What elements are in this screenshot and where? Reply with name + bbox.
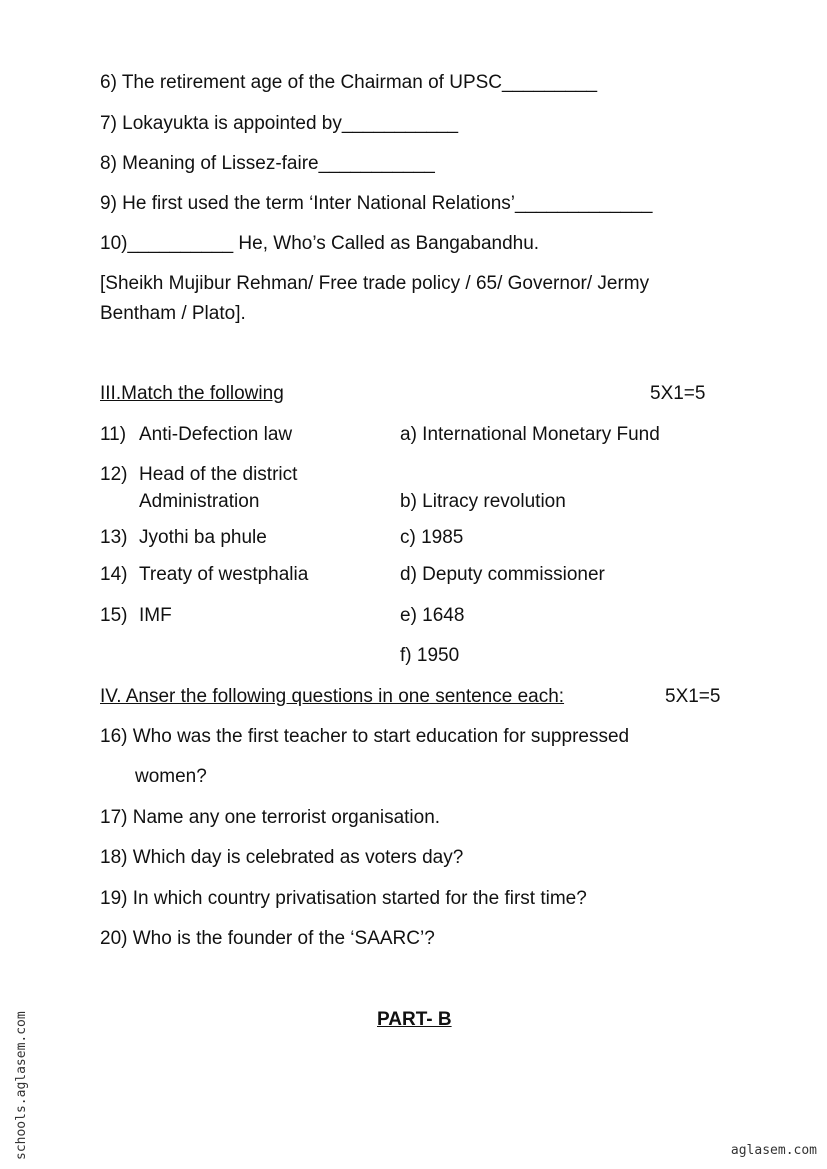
match-right-a: a) International Monetary Fund — [400, 424, 660, 445]
match-left-text: Head of the district — [139, 464, 298, 485]
match-left-14 — [100, 563, 308, 587]
question-19: 19) In which country privatisation started for the first time? — [100, 888, 587, 909]
match-left-12-continued: Administration — [139, 491, 260, 512]
match-left-11 — [100, 423, 292, 447]
question-17: 17) Name any one terrorist organisation. — [100, 807, 441, 828]
match-left-13 — [100, 526, 267, 550]
match-right-d: d) Deputy commissioner — [400, 564, 605, 585]
question-9: 9) He first used the term ‘Inter National Relations’_____________ — [100, 193, 653, 214]
match-right-c: c) 1985 — [400, 527, 464, 548]
match-left-text: Treaty of westphalia — [139, 564, 309, 585]
match-left-text: IMF — [139, 605, 172, 626]
section-iii-title: III.Match the following — [100, 383, 284, 404]
match-left-12 — [100, 463, 297, 487]
section-iii-marks: 5X1=5 — [650, 383, 706, 404]
question-6: 6) The retirement age of the Chairman of UPSC_________ — [100, 72, 598, 93]
question-16-continued: women? — [135, 766, 207, 787]
question-16: 16) Who was the first teacher to start education for suppressed — [100, 726, 630, 747]
match-left-15 — [100, 604, 172, 628]
footer-watermark: aglasem.com — [730, 1143, 817, 1158]
match-left-number: 14) — [100, 564, 128, 585]
match-left-number: 12) — [100, 464, 128, 485]
match-left-text: Jyothi ba phule — [139, 527, 267, 548]
side-watermark: schools.aglasem.com — [14, 1011, 29, 1160]
match-left-number: 13) — [100, 527, 128, 548]
match-right-f: f) 1950 — [400, 645, 460, 666]
question-8: 8) Meaning of Lissez-faire___________ — [100, 153, 435, 174]
answer-options-line-1: [Sheikh Mujibur Rehman/ Free trade policy / 65/ Governor/ Jermy — [100, 273, 650, 294]
match-left-text: Anti-Defection law — [139, 424, 293, 445]
section-iv-title: IV. Anser the following questions in one sentence each: — [100, 686, 565, 707]
question-10: 10)__________ He, Who’s Called as Bangabandhu. — [100, 233, 540, 254]
match-left-number: 11) — [100, 424, 127, 445]
part-b-heading: PART- B — [377, 1009, 452, 1030]
section-iv-marks: 5X1=5 — [665, 686, 721, 707]
match-right-b: b) Litracy revolution — [400, 491, 566, 512]
question-18: 18) Which day is celebrated as voters day? — [100, 847, 464, 868]
match-right-e: e) 1648 — [400, 605, 465, 626]
answer-options-line-2: Bentham / Plato]. — [100, 303, 246, 324]
match-left-number: 15) — [100, 605, 128, 626]
question-20: 20) Who is the founder of the ‘SAARC’? — [100, 928, 435, 949]
question-7: 7) Lokayukta is appointed by___________ — [100, 113, 459, 134]
